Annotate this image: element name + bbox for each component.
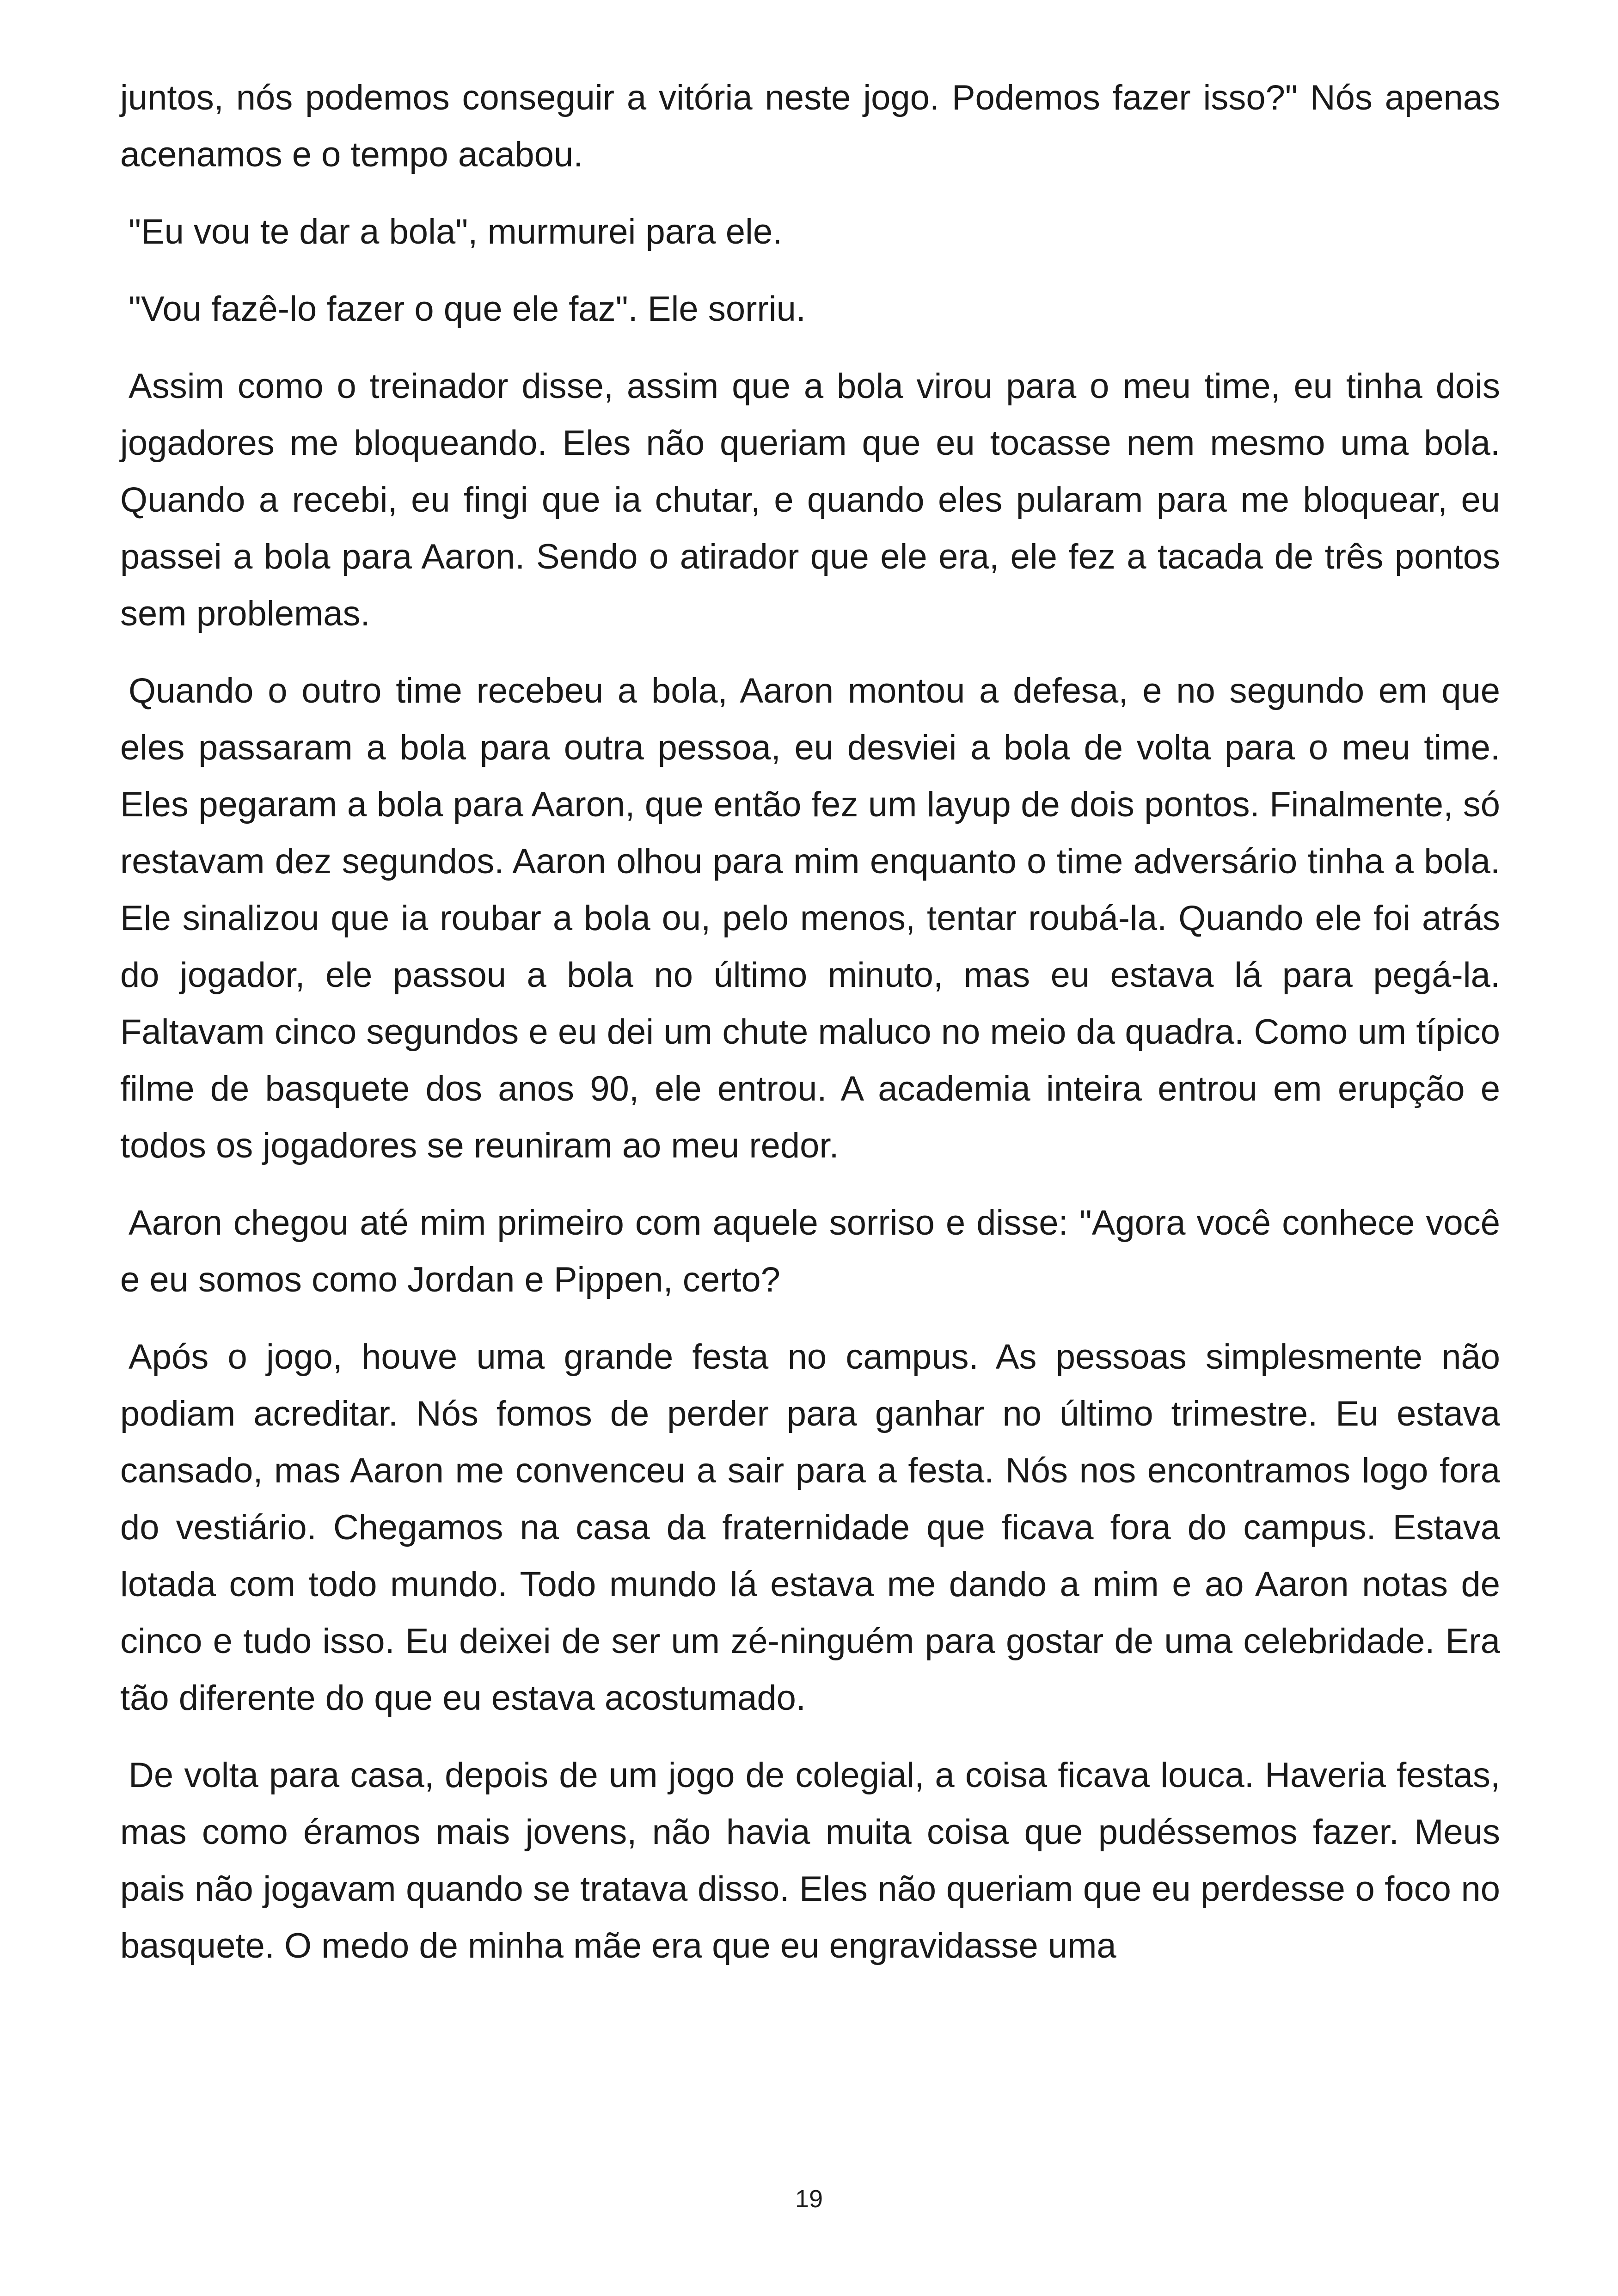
paragraph-4: Assim como o treinador disse, assim que a bola virou para o meu time, eu tinha dois jogadores me bloqueando. Eles não queriam que eu tocasse nem mesmo uma bola. Quando a recebi, eu fingi que ia chutar, e quando eles pularam para me bloquear, eu passei a bola para Aaron. Sendo o atirador que ele era, ele fez a tacada de três pontos sem problemas. (120, 367, 1500, 633)
paragraph-8: De volta para casa, depois de um jogo de colegial, a coisa ficava louca. Haveria festas, mas como éramos mais jovens, não havia muita coisa que pudéssemos fazer. Meus pais não jogavam quando se tratava disso. Eles não queriam que eu perdesse o foco no basquete. O medo de minha mãe era que eu engravidasse uma (120, 1756, 1500, 1965)
paragraph-2: "Eu vou te dar a bola", murmurei para ele. (129, 212, 783, 251)
paragraph-1: juntos, nós podemos conseguir a vitória neste jogo. Podemos fazer isso?" Nós apenas acenamos e o tempo acabou. (120, 78, 1500, 174)
paragraph-5: Quando o outro time recebeu a bola, Aaron montou a defesa, e no segundo em que eles passaram a bola para outra pessoa, eu desviei a bola de volta para o meu time. Eles pegaram a bola para Aaron, que então fez um layup de dois pontos. Finalmente, só restavam dez segundos. Aaron olhou para mim enquanto o time adversário tinha a bola. Ele sinalizou que ia roubar a bola ou, pelo menos, tentar roubá-la. Quando ele foi atrás do jogador, ele passou a bola no último minuto, mas eu estava lá para pegá-la. Faltavam cinco segundos e eu dei um chute maluco no meio da quadra. Como um típico filme de basquete dos anos 90, ele entrou. A academia inteira entrou em erupção e todos os jogadores se reuniram ao meu redor. (120, 671, 1500, 1165)
paragraph-6: Aaron chegou até mim primeiro com aquele sorriso e disse: "Agora você conhece você e eu somos como Jordan e Pippen, certo? (120, 1203, 1500, 1299)
page-body (120, 69, 1500, 1995)
paragraph-3: "Vou fazê-lo fazer o que ele faz". Ele sorriu. (129, 289, 806, 329)
paragraph-7: Após o jogo, houve uma grande festa no campus. As pessoas simplesmente não podiam acreditar. Nós fomos de perder para ganhar no último trimestre. Eu estava cansado, mas Aaron me convenceu a sair para a festa. Nós nos encontramos logo fora do vestiário. Chegamos na casa da fraternidade que ficava fora do campus. Estava lotada com todo mundo. Todo mundo lá estava me dando a mim e ao Aaron notas de cinco e tudo isso. Eu deixei de ser um zé-ninguém para gostar de uma celebridade. Era tão diferente do que eu estava acostumado. (120, 1337, 1500, 1718)
page-number: 19 (795, 2185, 823, 2213)
